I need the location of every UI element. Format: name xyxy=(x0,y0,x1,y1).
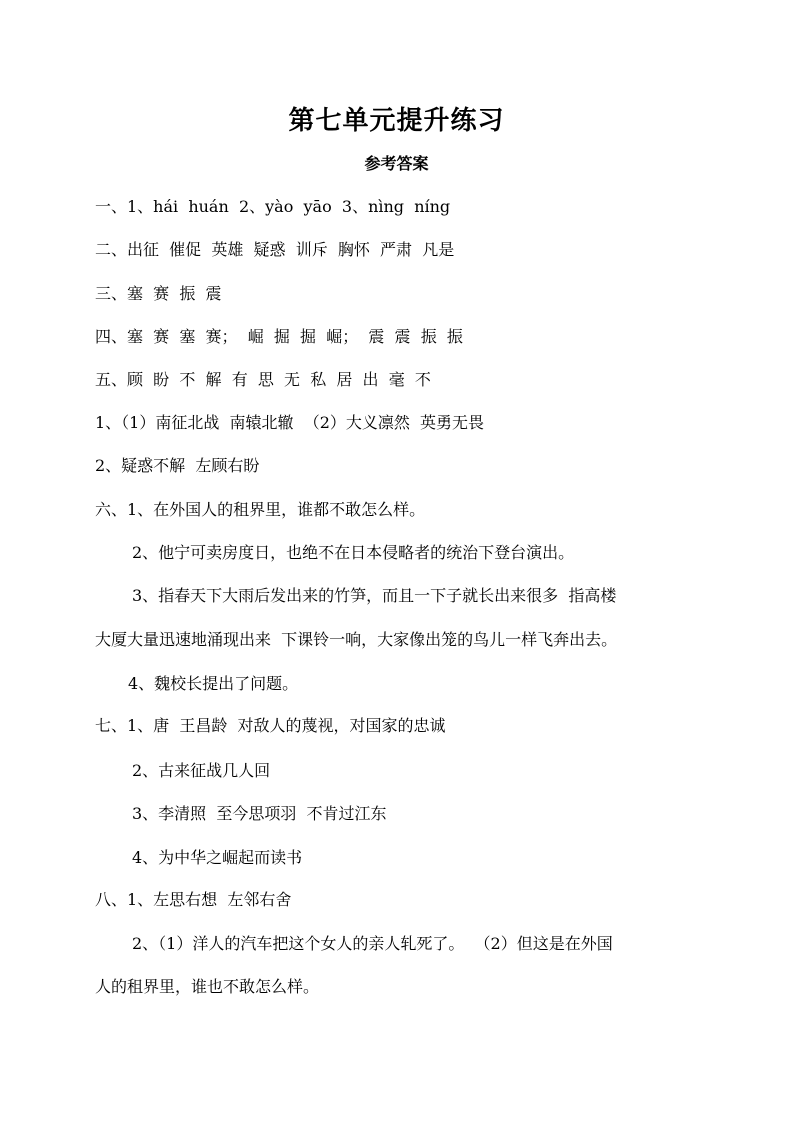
document-subtitle: 参考答案 xyxy=(364,154,429,173)
answer-line-7: 2、疑惑不解 左顾右盼 xyxy=(95,456,260,475)
answer-line-10: 3、指春天下大雨后发出来的竹笋，而且一下子就长出来很多 指高楼 xyxy=(132,586,617,605)
answer-line-11: 大厦大量迅速地涌现出来 下课铃一响，大家像出笼的鸟儿一样飞奔出去。 xyxy=(95,630,618,649)
answer-line-6: 1、（1）南征北战 南辕北辙 （2）大义凛然 英勇无畏 xyxy=(95,413,485,432)
answer-line-4: 四、塞 赛 塞 赛； 崛 掘 掘 崛； 震 震 振 振 xyxy=(95,327,463,346)
answer-line-19: 人的租界里，谁也不敢怎么样。 xyxy=(95,977,320,996)
answer-line-3: 三、塞 赛 振 震 xyxy=(95,284,222,303)
answer-line-16: 4、为中华之崛起而读书 xyxy=(132,848,303,867)
answer-line-13: 七、1、唐 王昌龄 对敌人的蔑视，对国家的忠诚 xyxy=(95,716,446,735)
answer-line-14: 2、古来征战几人回 xyxy=(132,761,271,780)
answer-line-8: 六、1、在外国人的租界里，谁都不敢怎么样。 xyxy=(95,500,426,519)
answer-line-15: 3、李清照 至今思项羽 不肯过江东 xyxy=(132,804,387,823)
answer-line-9: 2、他宁可卖房度日，也绝不在日本侵略者的统治下登台演出。 xyxy=(132,543,575,562)
answer-line-18: 2、（1）洋人的汽车把这个女人的亲人轧死了。 （2）但这是在外国 xyxy=(132,934,613,953)
document-title: 第七单元提升练习 xyxy=(288,106,505,136)
answer-line-2: 二、出征 催促 英雄 疑惑 训斥 胸怀 严肃 凡是 xyxy=(95,240,455,259)
answer-line-12: 4、魏校长提出了问题。 xyxy=(128,674,299,693)
answer-line-17: 八、1、左思右想 左邻右舍 xyxy=(95,890,292,909)
answer-line-5: 五、顾 盼 不 解 有 思 无 私 居 出 毫 不 xyxy=(95,370,431,389)
answer-line-1: 一、1、hái huán 2、yào yāo 3、nìng níng xyxy=(95,197,451,216)
